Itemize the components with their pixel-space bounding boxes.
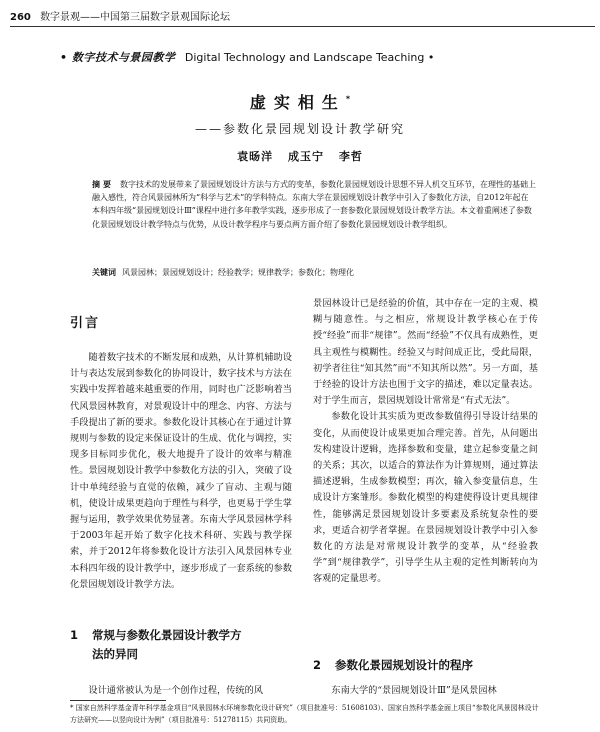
- title-mark: *: [345, 94, 351, 104]
- heading1-line2: 法的异同: [92, 647, 138, 661]
- right-paragraph: 参数化设计其实质为更改参数值得引导设计结果的变化，从而使设计成果更加合理完善。首先，从问题出发构建设计逻辑，选择参数和变量，建立起参变量之间的关系；其次，以适合的算法作为计算规则，通过算法描述逻辑，生成参数模型；再次，输入参变量信息，生成设计方案雏形。参数化模型的构建使得设计更具规律性，能够满足景园规划设计多要素及系统复杂性的要求，更适合初学者掌握。在景园规划设计教学中引入参数化的方法是对常规设计教学的变革，从“经验教学”到“规律教学”，引导学生从主观的定性判断转向为客观的定量思考。: [313, 411, 538, 585]
- header-rule: [10, 26, 595, 27]
- right-column-continuation: 东南大学的“景园规划设计Ⅲ”是风景园林: [331, 685, 497, 696]
- paper-title: [0, 90, 600, 113]
- abstract-text: 数字技术的发展带来了景园规划设计方法与方式的变革，参数化景园规划设计思想不异人机交互环节，在理性的基础上融入感性，符合风景园林所为“科学与艺术”的学科特点。东南大学在景园规划设计教学中引入了参数化方法，自2012年起在本科四年级“景园规划设计Ⅲ”课程中进行多年教学实践，逐步形成了一套参数化景园规划设计教学方法。本文着重阐述了参数化景园规划设计教学特点与优势，从设计教学程序与要点两方面介绍了参数化景园规划设计教学组织。: [92, 180, 536, 229]
- left-paragraph: 随着数字技术的不断发展和成熟，从计算机辅助设计与表达发展到参数化的协同设计，数字技术与方法在实践中发挥着越来越重要的作用，同时也广泛影响着当代风景园林教育，对景观设计中的理念、内容、方法与手段提出了新的要求。参数化设计其核心在于通过计算规则与参数的设定来保证设计的生成、优化与调控，实现多目标同步优化，极大地提升了设计的效率与精准性。景园规划设计教学中参数化方法的引入，突破了设计中单纯经验与直觉的依赖，减少了盲动、主观与随机，使设计成果更趋向于理性与科学，也更易于学生掌握与运用，教学效果优势显著。东南大学风景园林学科于2003年起开始了数字化技术科研、实践与教学探索，并于2012年将参数化设计方法引入风景园林专业本科四年级的设计教学中，逐步形成了一套系统的参数化景园规划设计教学方法。: [70, 352, 292, 590]
- abstract-label: 摘要: [92, 179, 114, 189]
- heading2-text: 参数化景园规划设计的程序: [335, 658, 473, 672]
- keywords: [92, 266, 536, 279]
- author-2: 成玉宁: [288, 150, 324, 163]
- heading1-line1: 常规与参数化景园设计教学方: [92, 628, 242, 642]
- right-column: [313, 296, 538, 588]
- title-main: 虚实相生: [249, 93, 346, 112]
- abstract: [92, 178, 536, 231]
- heading1-number: 1: [70, 628, 79, 642]
- running-header: [10, 8, 595, 23]
- section-label-cn: • 数字技术与景园教学: [60, 51, 176, 64]
- footnote: * 国家自然科学基金青年科学基金项目“风景园林水环境参数化设计研究”（项目批准号：51608103）、国家自然科学基金面上项目“参数化风景园林设计方法研究——以竖向设计为例”（项目批准号：51278115）共同资助。: [70, 704, 539, 724]
- paper-subtitle: ——参数化景园规划设计教学研究: [194, 122, 405, 136]
- left-column-continuation: 设计通常被认为是一个创作过程，传统的风: [88, 685, 263, 696]
- keywords-label: 关键词: [92, 267, 116, 277]
- footnote-rule: [70, 700, 166, 701]
- author-1: 袁旸洋: [237, 150, 274, 163]
- authors: [0, 148, 600, 164]
- author-3: 李哲: [338, 150, 363, 163]
- keywords-text: 风景园林；景园规划设计；经验教学；规律教学；参数化；物理化: [122, 268, 354, 277]
- header-text: 数字景观——中国第三届数字景观国际论坛: [40, 12, 231, 23]
- page-number: 260: [10, 12, 31, 23]
- right-paragraph: 景园林设计已是经验的价值，其中存在一定的主观、模糊与随意性。与之相应，常规设计教学核心在于传授“经验”而非“规律”。然而“经验”不仅具有成熟性，更具主观性与模糊性。经验又与时间成正比，受此局限，初学者往往“知其然”而“不知其所以然”。另一方面，基于经验的设计方法也围于文字的描述，难以定量表达。对于学生而言，景园规划设计常常是“有式无法”。: [313, 298, 538, 407]
- section-heading-2: [313, 657, 473, 673]
- section-heading-1: [70, 626, 300, 664]
- heading2-number: 2: [313, 658, 322, 672]
- intro-heading: 引言: [70, 316, 101, 331]
- left-column: [70, 350, 292, 593]
- section-label-en: Digital Technology and Landscape Teaching •: [184, 51, 435, 64]
- section-label: [60, 49, 434, 65]
